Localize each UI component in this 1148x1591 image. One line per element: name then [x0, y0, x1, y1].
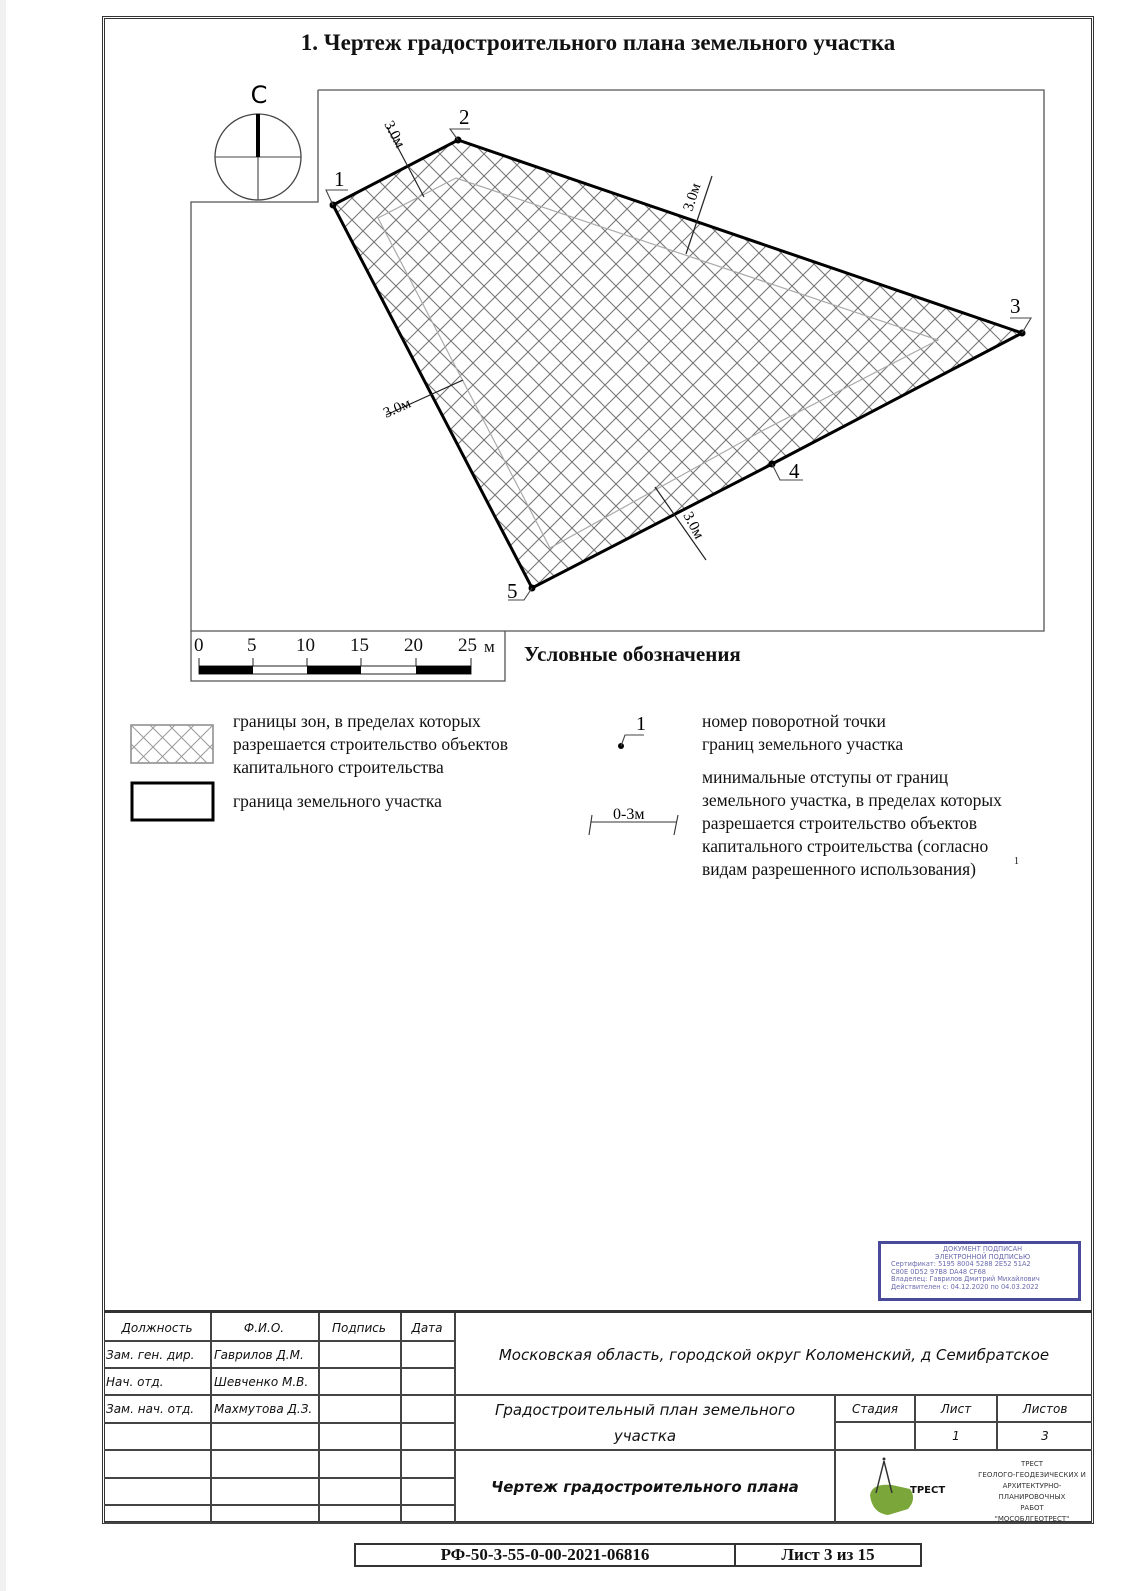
sheet-label: Лист	[940, 1401, 972, 1416]
org-line5: "МОСОБЛГЕОТРЕСТ"	[994, 1515, 1070, 1523]
document-id-box	[354, 1543, 922, 1567]
scale-tick-5: 5	[247, 635, 257, 656]
north-label: С	[250, 81, 268, 109]
sheets-label: Листов	[1022, 1401, 1068, 1416]
stamp-line2: ЭЛЕКТРОННОЙ ПОДПИСЬЮ	[934, 1252, 1031, 1261]
scale-tick-15: 15	[350, 635, 369, 656]
setback-label-3: 3.0м	[381, 395, 414, 422]
sheets-value: 3	[1041, 1429, 1049, 1443]
turning-point-icon	[618, 735, 644, 749]
turning-point-symbol-label: 1	[636, 713, 646, 735]
north-arrow-icon	[215, 114, 301, 200]
title-block	[104, 1310, 1092, 1525]
doc-title-line2: участка	[613, 1427, 677, 1445]
legend-text-turning-point: номер поворотной точки границ земельного участка	[702, 711, 904, 754]
row-2-position: Нач. отд.	[106, 1374, 164, 1389]
stamp-line1: ДОКУМЕНТ ПОДПИСАН	[942, 1245, 1023, 1253]
sheet-value: 1	[952, 1429, 960, 1443]
hatch-pattern-icon	[131, 725, 213, 763]
legend-footnote: 1	[1014, 856, 1019, 867]
scale-segment	[307, 666, 361, 674]
e-signature-stamp	[878, 1241, 1081, 1301]
stage-label: Стадия	[851, 1401, 899, 1416]
scale-segment	[416, 666, 471, 674]
scale-tick-25: 25	[458, 635, 477, 656]
legend-item-setback	[702, 766, 1002, 881]
boundary-rectangle-icon	[132, 783, 213, 820]
legend-text-boundary: граница земельного участка	[233, 791, 442, 811]
org-line4: РАБОТ	[1020, 1504, 1044, 1512]
org-logo	[862, 1455, 952, 1519]
header-signature: Подпись	[332, 1320, 386, 1335]
doc-title-line1: Градостроительный план земельного	[495, 1401, 795, 1419]
address: Московская область, городской округ Коломенский, д Семибратское	[498, 1345, 1050, 1364]
page-title: 1. Чертеж градостроительного плана земельного участка	[300, 30, 896, 55]
row-1-name: Гаврилов Д.М.	[214, 1347, 304, 1362]
org-name	[972, 1459, 1092, 1525]
point-label-4: 4	[789, 459, 800, 483]
setback-label-4: 3.0м	[679, 509, 707, 542]
org-line2: ГЕОЛОГО-ГЕОДЕЗИЧЕСКИХ И	[978, 1471, 1086, 1479]
point-label-5: 5	[507, 579, 518, 603]
stamp-certificate2: C80E 0D52 97B8 DA48 CF68	[891, 1267, 986, 1276]
stamp-certificate: Сертификат: 5195 8004 5288 2E52 51A2	[891, 1260, 1031, 1269]
setback-label-2: 3.0м	[680, 181, 705, 214]
doc-number: РФ-50-3-55-0-00-2021-06816	[356, 1545, 736, 1565]
setback-label-1: 3.0м	[380, 118, 408, 151]
org-line3: АРХИТЕКТУРНО-ПЛАНИРОВОЧНЫХ	[998, 1482, 1066, 1501]
header-name: Ф.И.О.	[243, 1320, 285, 1335]
scale-tick-10: 10	[296, 635, 315, 656]
scale-unit: м	[484, 637, 495, 656]
row-1-position: Зам. ген. дир.	[106, 1347, 195, 1362]
scale-segment	[199, 666, 253, 674]
header-position: Должность	[121, 1320, 193, 1335]
point-label-2: 2	[459, 105, 470, 129]
legend-text-hatch: границы зон, в пределах которых разрешается строительство объектов капитального строительства	[233, 711, 509, 777]
row-2-name: Шевченко М.В.	[214, 1374, 309, 1389]
row-3-name: Махмутова Д.З.	[214, 1401, 313, 1416]
stamp-valid: Действителен с: 04.12.2020 по 04.03.2022	[891, 1282, 1039, 1291]
scale-tick-0: 0	[194, 635, 204, 656]
header-date: Дата	[411, 1320, 443, 1335]
drawing-name: Чертеж градостроительного плана	[491, 1477, 799, 1496]
point-label-1: 1	[334, 167, 345, 191]
stamp-owner: Владелец: Гаврилов Дмитрий Михайлович	[891, 1275, 1040, 1284]
buildable-zone-hatch	[320, 130, 1030, 600]
row-3-position: Зам. нач. отд.	[106, 1401, 195, 1416]
logo-text: ТРЕСТ	[910, 1485, 946, 1496]
scale-tick-20: 20	[404, 635, 423, 656]
stage-value	[836, 1423, 914, 1449]
point-label-3: 3	[1010, 294, 1021, 318]
legend-text-setback: минимальные отступы от границ земельного участка, в пределах которых разрешается строительство объектов капитального строительства (согласно видам разрешенного использования)	[702, 767, 1002, 879]
legend-title: Условные обозначения	[524, 642, 741, 666]
org-line1: ТРЕСТ	[1020, 1460, 1044, 1468]
setback-symbol-label: 0-3м	[613, 806, 645, 823]
scale-bar	[199, 658, 471, 674]
sheet-info: Лист 3 из 15	[781, 1545, 875, 1564]
